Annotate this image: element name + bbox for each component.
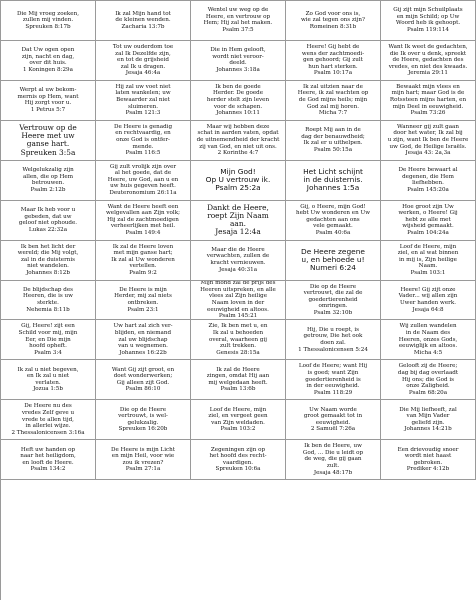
verse-reference: Psalm 3:4 — [34, 349, 62, 356]
verse-reference: Psalm 104:24a — [407, 230, 449, 237]
verse-card — [381, 201, 476, 241]
verse-card — [96, 41, 191, 81]
verse-reference: Spreuken 16:20b — [118, 426, 168, 433]
verse-reference: Genesis 28:15a — [216, 349, 260, 356]
verse-reference: Psalm 23:1 — [127, 306, 159, 313]
verse-card — [96, 81, 191, 121]
verse-card — [381, 440, 476, 480]
verse-text: Gij, o Heere, mijn God! hebt Uw wonderen en Uw gedachten aan ons vele gemaakt. — [295, 203, 370, 230]
verse-card — [1, 320, 96, 360]
verse-text: Hij zal uw voet niet laten wankelen; uw Bewaarder zal niet sluimeren. — [115, 83, 171, 110]
verse-text: Maar Ik heb voor u gebeden, dat uw geloof niet ophoude. — [18, 206, 78, 227]
verse-reference: Johannes 14:21b — [404, 426, 452, 433]
verse-text: Die Mij vroeg zoeken, zullen mij vinden. — [17, 10, 79, 24]
verse-card — [191, 281, 286, 321]
verse-reference: Psalm 118:29 — [313, 389, 353, 396]
verse-reference: 1 Thessalonicensen 5:24 — [298, 346, 368, 353]
verse-text: Gelooft zij de Heere; dag bij dag overlaadt Hij ons; die God is onze Zaligheid. — [397, 363, 459, 390]
verse-reference: Psalm 119:114 — [407, 27, 449, 34]
verse-card — [286, 360, 381, 400]
verse-card — [191, 440, 286, 480]
verse-card — [96, 161, 191, 201]
verse-reference: Numeri 6:24 — [310, 263, 356, 273]
verse-text: De Heere bewaart al degenen, die Hem liefhebben. — [398, 167, 458, 187]
verse-card — [286, 1, 381, 41]
verse-reference: Psalm 50:15a — [313, 146, 353, 153]
verse-card — [286, 241, 381, 281]
verse-text: Loof de Heere, mijn ziel, en al wat binnen in mij is, Zijn heilige Naam. — [397, 243, 459, 270]
verse-reference: Johannes 8:12b — [26, 269, 70, 276]
verse-reference: 2 Korinthe 4:7 — [217, 150, 259, 157]
verse-text: Vertrouw op de Heere met uw ganse hart. — [19, 122, 77, 149]
verse-text: Wanneer gij zult gaan door het water, Ik zal bij u zijn, want Ik ben de Heere uw God, de Heilige Israëls. — [387, 123, 469, 150]
verse-text: Die in Hem gelooft, wordt niet veroor- deeld. — [210, 47, 266, 67]
verse-reference: Psalm 10:17a — [313, 70, 353, 77]
verse-text: Maar die de Heere verwachten, zullen de kracht vernieuwen. — [206, 246, 270, 267]
verse-card — [96, 320, 191, 360]
verse-text: Loof de Heere, mijn ziel, en vergeet geen van Zijn weldaden. — [208, 406, 268, 426]
verse-reference: Psalm 9:2 — [129, 269, 157, 276]
verse-card — [1, 161, 96, 201]
verse-reference: Spreuken 3:5a — [20, 147, 76, 157]
verse-reference: Psalm 149:4 — [125, 230, 161, 237]
verse-text: Gij, Heere! zijt een Schild voor mij, mijn Eer, en Die mijn hoofd opheft. — [18, 323, 78, 350]
verse-text: Zie, Ik ben met u, en Ik zal u behoeden overal, waarheen gij zult trekken. — [208, 323, 268, 350]
verse-reference: Micha 7:7 — [318, 110, 348, 117]
verse-reference: 2 Thessalonicensen 3:16a — [11, 429, 85, 436]
verse-reference: Psalm 25:2a — [215, 183, 261, 193]
verse-card — [1, 41, 96, 81]
verse-text: Heere! Gij hebt de wens der zachtmoedi- gen gehoord; Gij zult hun hart sterken. — [301, 43, 365, 70]
verse-text: Dankt de Heere, roept Zijn Naam aan. — [207, 202, 269, 229]
verse-text: Ik zal u niet begeven, en Ik zal u niet verlaten. — [17, 366, 79, 386]
verse-reference: Jozua 1:5b — [33, 386, 63, 393]
verse-text: Mijn mond zal de prijs des Heeren uitspreken, en alle vlees zal Zijn heilige Naam loven in der eeuwigheid en altoos. — [200, 280, 276, 313]
verse-reference: Jesaja 48:17b — [313, 469, 353, 476]
verse-reference: Psalm 103:1 — [410, 269, 446, 276]
verse-card — [1, 241, 96, 281]
verse-card — [1, 400, 96, 440]
verse-reference: Romeinen 8:31b — [309, 23, 357, 30]
verse-text: De Heere is mijn Herder, mij zal niets ontbreken. — [114, 286, 172, 306]
verse-text: Uw Naam worde groot gemaakt tot in eeuwigheid. — [303, 406, 363, 426]
verse-text: Want de Heere heeft een welgevallen aan Zijn volk; Hij zal de zachtmoedigen verheerlijken met heil. — [106, 203, 180, 230]
verse-card — [96, 1, 191, 41]
verse-text: Gij zult vrolijk zijn over al het goede, dat de Heere, uw God, aan u en uw huis gegeven heeft. — [107, 163, 179, 190]
verse-reference: 1 Petrus 5:7 — [30, 106, 66, 113]
verse-text: Gij zijt mijn Schuilplaats en mijn Schild; op Uw Woord heb ik gehoopt. — [393, 7, 463, 27]
verse-card — [191, 41, 286, 81]
verse-text: Die op de Heere vertrouwt, is wel- gelukzalig. — [118, 406, 168, 426]
verse-text: Ik ben het licht der wereld; die Mij volgt, zal in de duisternis niet wandelen. — [17, 243, 79, 270]
verse-card — [381, 241, 476, 281]
verse-text: Heft uw handen op naar het heiligdom, en looft de Heere. — [20, 446, 76, 466]
verse-text: Tot uw ouderdom toe zal Ik Dezelfde zijn, en tot de grijsheid zal Ik u dragen. — [112, 43, 174, 70]
verse-reference: Johannes 10:11 — [216, 110, 260, 117]
verse-reference: Psalm 32:10b — [313, 309, 353, 316]
verse-reference: Psalm 121:3 — [125, 110, 161, 117]
verse-reference: Lukas 22:32a — [28, 226, 68, 233]
verse-text: Zo God voor ons is, wie zal tegen ons zijn? — [300, 10, 366, 24]
verse-card — [1, 201, 96, 241]
verse-card — [96, 360, 191, 400]
verse-reference: Zacharia 13:7b — [121, 23, 165, 30]
verse-text: Welgelukzalig zijn allen, die op Hem betrouwen. — [22, 167, 74, 187]
verse-reference: Psalm 68:20a — [408, 389, 448, 396]
verse-text: Ik zal de Heere loven met mijn ganse hart; Ik zal al Uw wonderen vertellen. — [111, 243, 175, 270]
verse-card — [381, 360, 476, 400]
verse-text: Een drievoudig snoer wordt niet haast gebroken. — [397, 446, 459, 466]
verse-text: Die Mij liefheeft, zal van Mijn Vader geliefd zijn. — [399, 406, 457, 426]
verse-text: Want Ik weet de gedachten, die Ik over u denk, spreekt de Heere, gedachten des vredes, en niet des kwaads. — [388, 43, 468, 70]
verse-text: De Heere is genadig en rechtvaardig, en onze God is ontfer- mende. — [113, 123, 173, 150]
verse-reference: Jesaja 46:4a — [125, 70, 161, 77]
verse-reference: Psalm 73:26 — [410, 110, 446, 117]
verse-card — [191, 360, 286, 400]
verse-text: De Heere nu des vredes Zelf geve u vrede te allen tijd, in allerlei wijze. — [21, 403, 75, 430]
verse-card — [286, 281, 381, 321]
verse-reference: Jesaja 12:4a — [215, 227, 261, 237]
verse-reference: Micha 4:5 — [413, 349, 443, 356]
verse-text: Want Gij zijt groot, en doet wonderwerken; Gij alleen zijt God. — [111, 366, 175, 386]
verse-reference: Psalm 134:2 — [30, 466, 66, 473]
verse-card — [191, 81, 286, 121]
verse-card — [191, 241, 286, 281]
verse-reference: Spreuken 10:6a — [215, 466, 261, 473]
verse-reference: Psalm 37:5 — [222, 27, 254, 34]
verse-reference: Psalm 40:6a — [315, 230, 351, 237]
verse-card — [1, 440, 96, 480]
verse-text: Hij, Die u roept, is getrouw, Die het ook doen zal. — [303, 326, 363, 346]
verse-text: Maar wij hebben deze schat in aarden vaten, opdat de uitnemendheid der kracht zij van God, en niet uit ons. — [196, 123, 280, 150]
verse-text: Ik ben de Heere, uw God, ... Die u leidt op de weg, die gij gaan zult. — [302, 443, 364, 470]
verse-card — [191, 201, 286, 241]
verse-card — [286, 121, 381, 161]
verse-card — [286, 81, 381, 121]
verse-text: Roept Mij aan in de dag der benauwdheid; Ik zal er u uithelpen. — [301, 127, 365, 147]
verse-reference: Deuteronomium 26:11a — [109, 190, 177, 197]
verse-text: Loof de Heere; want Hij is goed; want Zijn goedertierenheid is in der eeuwigheid. — [298, 363, 368, 390]
verse-reference: 1 Koningen 8:29a — [23, 66, 73, 73]
verse-text: Bewaakt mijn vlees en mijn hart; maar God is de Rotssteen mijns harten, en mijn Deel in eeuwigheid. — [389, 83, 467, 110]
verse-text: Uw hart zal zich ver- blijden, en niemand zal uw blijdschap van u wegnemen. — [113, 323, 173, 350]
verse-card — [381, 1, 476, 41]
verse-card — [96, 400, 191, 440]
verse-reference: Prediker 4:12b — [406, 466, 450, 473]
verse-card — [286, 440, 381, 480]
verse-reference: Jesaja 40:31a — [218, 266, 258, 273]
verse-card — [191, 121, 286, 161]
verse-reference: Johannes 3:18a — [216, 66, 260, 73]
verse-reference: Jesaja 43: 2a,3a — [405, 150, 451, 157]
verse-card — [96, 121, 191, 161]
verse-reference: Jeremia 29:11 — [408, 70, 448, 77]
verse-card — [381, 81, 476, 121]
verse-card — [381, 121, 476, 161]
verse-card — [381, 281, 476, 321]
verse-card — [1, 81, 96, 121]
verse-reference: Psalm 145:20a — [407, 186, 449, 193]
verse-card — [96, 201, 191, 241]
verse-card — [96, 281, 191, 321]
verse-card — [286, 201, 381, 241]
verse-card — [96, 241, 191, 281]
verse-text: Wentel uw weg op de Heere, en vertrouw op Hem; Hij zal het maken. — [203, 7, 273, 27]
verse-reference: Jesaja 64:8 — [412, 306, 444, 313]
verse-card — [1, 1, 96, 41]
verse-card — [381, 320, 476, 360]
verse-card — [381, 400, 476, 440]
verse-card — [1, 121, 96, 161]
verse-text: De Heere is mijn Licht en mijn Heil, voor wie zou ik vrezen? — [111, 446, 175, 466]
verse-reference: Psalm 116:5 — [125, 150, 161, 157]
verse-card — [286, 400, 381, 440]
verse-reference: Spreuken 8:17b — [25, 23, 71, 30]
verse-text: Hoe groot zijn Uw werken, o Heere! Gij hebt ze alle met wijsheid gemaakt. — [398, 203, 458, 230]
verse-card — [96, 440, 191, 480]
verse-text: Ik ben de goede Herder. De goede herder stelt zijn leven voor de schapen. — [206, 83, 270, 110]
verse-text: Werpt al uw bekom- mernis op Hem, want Hij zorgt voor u. — [17, 87, 79, 107]
verse-text: Ik zal de Heere zingen, omdat Hij aan mij welgedaan heeft. — [206, 366, 270, 386]
verse-reference: Psalm 103:2 — [220, 426, 256, 433]
verse-card — [191, 320, 286, 360]
verse-reference: Psalm 13:6b — [220, 386, 256, 393]
verse-card — [286, 320, 381, 360]
verse-text: Die op de Heere vertrouwt, die zal de goedertierenheid omringen. — [303, 283, 363, 310]
verse-reference: Johannes 1:5a — [306, 183, 360, 193]
verse-text: Zegeningen zijn op het hoofd des recht- vaardigen. — [209, 446, 267, 466]
verse-text: De Heere zegene u, en behoede u! — [301, 246, 365, 264]
verse-card — [191, 161, 286, 201]
verse-card — [286, 41, 381, 81]
verse-text: Heere! Gij zijt onze Vader... wij allen zijn Uwer handen werk. — [398, 286, 458, 306]
verse-text: Ik zal Mijn hand tot de kleinen wenden. — [115, 10, 171, 24]
verse-text: Ik zal uitzien naar de Heere, ik zal wachten op de God mijns heils; mijn God zal mij horen. — [297, 83, 369, 110]
verse-card — [191, 400, 286, 440]
verse-reference: Psalm 86:10 — [125, 386, 161, 393]
verse-text: Mijn God! Op U vertrouw ik. — [205, 166, 271, 185]
verse-reference: Nehemia 8:11b — [26, 306, 70, 313]
verse-card — [1, 360, 96, 400]
verse-reference: Psalm 27:1a — [125, 466, 161, 473]
verse-card — [381, 161, 476, 201]
verse-text: Wij zullen wandelen in de Naam des Heeren, onzes Gods, eeuwiglijk en altoos. — [398, 323, 458, 350]
verse-text: Het Licht schijnt in de duisternis. — [303, 166, 363, 185]
verse-card — [381, 41, 476, 81]
verse-card — [191, 1, 286, 41]
verse-reference: Johannes 16:22b — [119, 349, 167, 356]
verse-card — [286, 161, 381, 201]
verse-reference: Psalm 145:21 — [218, 313, 258, 320]
verse-reference: Psalm 2:12b — [30, 186, 66, 193]
verse-card — [1, 281, 96, 321]
verse-text: Dat Uw ogen open zijn, nacht en dag, over dit huis. — [21, 47, 75, 67]
verse-reference: 2 Samuël 7:26a — [310, 426, 356, 433]
verse-text: De blijdschap des Heeren, die is uw sterkte. — [22, 286, 74, 306]
